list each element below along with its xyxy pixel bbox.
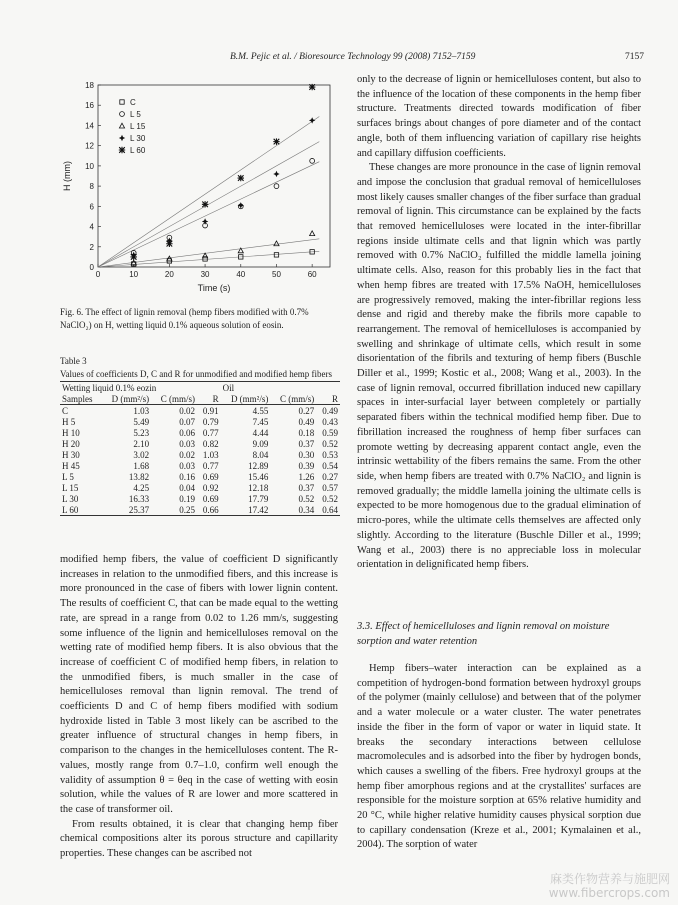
table-row [60,460,340,471]
data-point-c [274,253,278,257]
table-value-cell: 0.25 [151,504,197,516]
table-value-cell: 0.37 [298,482,315,493]
table-value-cell: 0.18 [298,427,315,438]
table-value-cell: 0.79 [202,416,219,427]
table-value-cell: 3.02 [133,449,150,460]
table-value-cell: 0.49 [322,405,338,416]
right-column-text [357,73,641,573]
table-value-cell: 4.55 [252,405,269,416]
legend-marker [119,135,125,141]
table-value-cell: 4.44 [252,427,269,438]
y-tick-label: 12 [85,141,94,151]
table-value-cell: 25.37 [101,504,151,516]
table-value-cell: 12.89 [248,460,269,471]
table-value-cell: 0.43 [322,416,338,427]
table-value-cell: 0.27 [298,405,315,416]
table-value-cell: 0.30 [298,449,315,460]
table-header-cell: D (mm²/s) [101,393,151,405]
table-value-cell: 0.02 [179,449,195,460]
fit-line-l30 [98,142,319,267]
table-value-cell: 0.03 [179,438,195,449]
table-sample-cell: H 20 [62,438,80,449]
y-axis-label: H (mm) [62,161,72,191]
table-value-cell: 0.59 [322,427,338,438]
figure-caption [60,306,345,331]
table-group-oil: Oil [221,382,340,394]
table-row [60,405,340,417]
table-value-cell: 2.10 [133,438,150,449]
table-value-cell: 0.77 [202,427,219,438]
table-header-cell: C (mm/s) [151,393,197,405]
table-value-cell: 17.79 [248,493,269,504]
table-value-cell: 0.27 [322,471,338,482]
table-sample-cell: C [62,405,69,416]
table-value-cell: 0.06 [179,427,195,438]
table-value-cell: 0.57 [322,482,338,493]
table-row [60,504,340,516]
x-tick-label: 10 [129,270,139,279]
table-row [60,449,340,460]
data-point-l5 [274,184,279,189]
watermark-url: www.fibercrops.com [548,886,670,900]
y-tick-label: 14 [85,121,94,131]
table-header-cell: R [197,393,221,405]
table-value-cell: 5.49 [133,416,150,427]
legend-marker [120,100,124,104]
left-column-text [60,553,338,862]
table-value-cell: 0.37 [298,438,315,449]
table-sample-cell: L 30 [62,493,79,504]
data-point-l15 [274,241,279,246]
table-header-cell: R [316,393,340,405]
data-point-l60 [238,175,244,181]
table-row [60,471,340,482]
page-number: 7157 [625,52,644,62]
data-point-l30 [273,171,279,177]
table-value-cell: 15.46 [248,471,269,482]
table-sample-cell: L 60 [60,504,101,516]
data-point-l60 [166,241,172,247]
table-value-cell: 13.82 [128,471,150,482]
fit-line-l5 [98,162,319,267]
table-value-cell: 0.49 [298,416,315,427]
legend-label: L 15 [130,122,146,131]
section-text [357,662,641,853]
y-tick-label: 16 [85,101,94,111]
figure-caption-line: NaClO₂) on H, wetting liquid 0.1% aqueous solution of eosin. [60,319,284,330]
figure-6-chart [60,75,340,300]
journal-citation: B.M. Pejic et al. / Bioresource Technology 99 (2008) 7152–7159 [230,52,476,62]
paragraph: Hemp fibers–water interaction can be explained as a competition of hydrogen-bond formation between hydroxyl groups of the polymer (mainly cellulose) and between that of the polymer and a water molecule or a water cluster. The water penetrates inside the fiber in the form of vapor or water in liquid state. It breaks the secondary interactions between cellulose macromolecules and is adsorbed into the fiber by hydrogen bonds, which causes a swelling of the fibers. Free hydroxyl groups at the hemp fiber amorphous regions and at the crystallites' surfaces are responsible for the moisture sorption at 65% relative humidity and 20 °C, while higher relative humidity causes physical sorption due to capillary condensation (Kreze et al., 2001; Kymalainen et al., 2004). The sorption of water [357,663,641,851]
paragraph: These changes are more pronounce in the case of lignin removal and impose the conclusion that gradual removal of hemicelluloses most likely causes smaller changes of the fiber surface than gradual removal of lignin. This circumstance can be explained by the facts that removed hemicelluloses were located in the inter-fibrillar regions inside ultimate cells and that lignin which was partly removed with 0.7% NaClO₂ fulfilled the middle lamella joining ultimate cells. Also, reason for this probably lies in the fact that when hemp fibres are treated with 17.5% NaOH, hemicelluloses are progressively removed, making the inter-fibrillar regions less dense and rigid and thereby make the fibrils more capable to rearrangement. The removal of hemicelluloses is accompanied by swelling and shrinkage of ultimate cells, which result in some disorientation of the fibrils and texturing of hemp fibers (Buschle Diller et al., 1999; Kostic et al., 2008; Wang et al., 2003). In the case of lignin removal, occurred fibrillation induced new capillary spaces in inter-surfacial layer between completely or partially separated fibers within the technical modified hemp fiber. Due to fibrillation increased the roughness of hemp fiber surfaces can promote wetting by decreasing apparent contact angle, even the intrinsic wettability of the fibers remains the same. From the other side, when hemp fibers are treated with 0.7% NaClO₂ and lignin is removed gradually; the middle lamella joining the ultimate cells is expected to be more homogenous due to the gradual elimination of micro-pores, while the ultimate cells themselves are affected only slightly. According to the literature (Buschle Diller et al., 1999; Wang et al., 2003) there is no appreciable loss in molecular orientation in delignificated hemp fibers. [357,162,641,571]
x-tick-label: 40 [236,270,246,279]
table-row [60,493,340,504]
table-3 [60,381,340,516]
table-value-cell: 1.68 [133,460,150,471]
table-value-cell: 0.02 [179,405,195,416]
x-tick-label: 50 [272,270,281,279]
running-header [0,52,678,68]
table-value-cell: 12.18 [248,482,269,493]
x-tick-label: 0 [95,270,101,279]
table-sample-cell: H 45 [62,460,80,471]
table-row [60,482,340,493]
table-value-cell: 0.04 [179,482,195,493]
table-value-cell: 0.52 [298,493,315,504]
table-value-cell: 0.19 [179,493,195,504]
table-header-cell: C (mm/s) [270,393,316,405]
table-value-cell: 0.03 [179,460,195,471]
figure-caption-line: Fig. 6. The effect of lignin removal (hemp fibers modified with 0.7% [60,307,309,317]
y-tick-label: 0 [89,263,94,272]
table-value-cell: 1.03 [202,449,219,460]
table-value-cell: 0.54 [322,460,338,471]
table-sample-cell: H 10 [62,427,80,438]
data-point-l15 [310,231,315,236]
table-sample-cell: L 5 [62,471,74,482]
watermark-line: 麻类作物营养与施肥网 [549,872,670,886]
table-value-cell: 0.82 [202,438,219,449]
table-value-cell: 17.42 [221,504,271,516]
table-value-cell: 0.92 [202,482,219,493]
table-title-block [60,355,345,380]
table-value-cell: 0.39 [298,460,315,471]
legend-label: L 5 [130,110,141,119]
y-tick-label: 2 [89,242,94,252]
x-axis-label: Time (s) [197,283,231,293]
legend-marker [119,147,125,153]
legend-label: L 60 [130,146,146,155]
table-header-cell: Samples [60,393,101,405]
paragraph: only to the decrease of lignin or hemicelluloses content, but also to the influence of the location of these components in the hemp fiber structure. Treatments directed towards modification of fiber surfaces brings about changes of pore diameter and of the contact angle, both of them influencing variation of capillary rise heights and capillary diffusion coefficients. [357,74,641,159]
table-value-cell: 0.16 [179,471,195,482]
table-value-cell: 0.91 [202,405,219,416]
table-row [60,427,340,438]
data-point-l60 [273,138,279,144]
table-sample-cell: H 5 [62,416,76,427]
table-value-cell: 5.23 [133,427,150,438]
x-tick-label: 60 [307,270,317,279]
table-value-cell: 1.26 [298,471,315,482]
table-value-cell: 9.09 [252,438,269,449]
table-value-cell: 0.52 [322,493,338,504]
paragraph: modified hemp fibers, the value of coefficient D significantly increases in relation to the unmodified fibers, and this increase is more pronounced in the case of fibers with lower lignin content. The results of coefficient C, that can be made equal to the wetting rate, are spread in a range from 0.02 to 1.26 mm/s, suggesting some influence of the lignin and hemicelluloses removal on the wetting rate of modified hemp fibers. It is also obvious that the increase of coefficient C of modified hemp fibers, in relation to the unmodified fibers, is much smaller in the case of hemicelluloses removal than lignin removal. The trend of coefficients D and C of hemp fibers modified with sodium hydroxide listed in Table 3 most likely can be ascribed to the greater influence of structural changes in hemp fibers, in comparison to the changes in the hemicelluloses content. The R-values, mostly range from 0.7–1.0, confirm well enough the validity of assumption θ = θeq in the case of wetting with eosin solution, while the values of R are lower and more scattered in the case of transformer oil. [60,554,338,815]
legend-marker [119,123,124,128]
y-tick-label: 8 [89,182,94,192]
table-value-cell: 8.04 [252,449,269,460]
data-point-l60 [202,201,208,207]
table-value-cell: 0.53 [322,449,338,460]
legend-marker [120,112,125,117]
y-tick-label: 18 [85,81,94,90]
table-value-cell: 0.69 [202,471,219,482]
data-point-l5 [310,158,315,163]
table-value-cell: 0.64 [316,504,340,516]
table-row [60,438,340,449]
y-tick-label: 6 [89,202,94,212]
table-sample-cell: L 15 [62,482,79,493]
data-point-c [203,257,207,261]
table-value-cell: 16.33 [128,493,150,504]
table-value-cell: 7.45 [252,416,269,427]
x-tick-label: 20 [164,270,174,279]
table-header-cell: D (mm²/s) [221,393,271,405]
data-point-l60 [130,254,136,260]
table-value-cell: 0.07 [179,416,195,427]
table-value-cell: 1.03 [133,405,150,416]
table-value-cell: 0.52 [322,438,338,449]
y-tick-label: 10 [85,161,94,171]
table-caption: Values of coefficients D, C and R for unmodified and modified hemp fibers [60,368,333,379]
table-group-wetting: Wetting liquid 0.1% eozin [60,382,221,394]
table-row [60,416,340,427]
table-sample-cell: H 30 [62,449,80,460]
section-heading: 3.3. Effect of hemicelluloses and lignin removal on moisture sorption and water retention [357,621,610,647]
table-value-cell: 4.25 [133,482,150,493]
legend-label: L 30 [130,134,146,143]
table-value-cell: 0.66 [197,504,221,516]
table-value-cell: 0.77 [202,460,219,471]
y-tick-label: 4 [89,222,94,232]
table-value-cell: 0.69 [202,493,219,504]
data-point-l30 [202,218,208,224]
x-tick-label: 30 [200,270,210,279]
paragraph: From results obtained, it is clear that changing hemp fiber chemical compositions alter its porous structure and capillarity properties. These changes can be ascribed not [60,818,338,860]
table-value-cell: 0.34 [270,504,316,516]
data-point-l60 [309,84,315,90]
table-title: Table 3 [60,356,87,366]
legend-label: C [130,98,136,107]
watermark [490,872,670,900]
